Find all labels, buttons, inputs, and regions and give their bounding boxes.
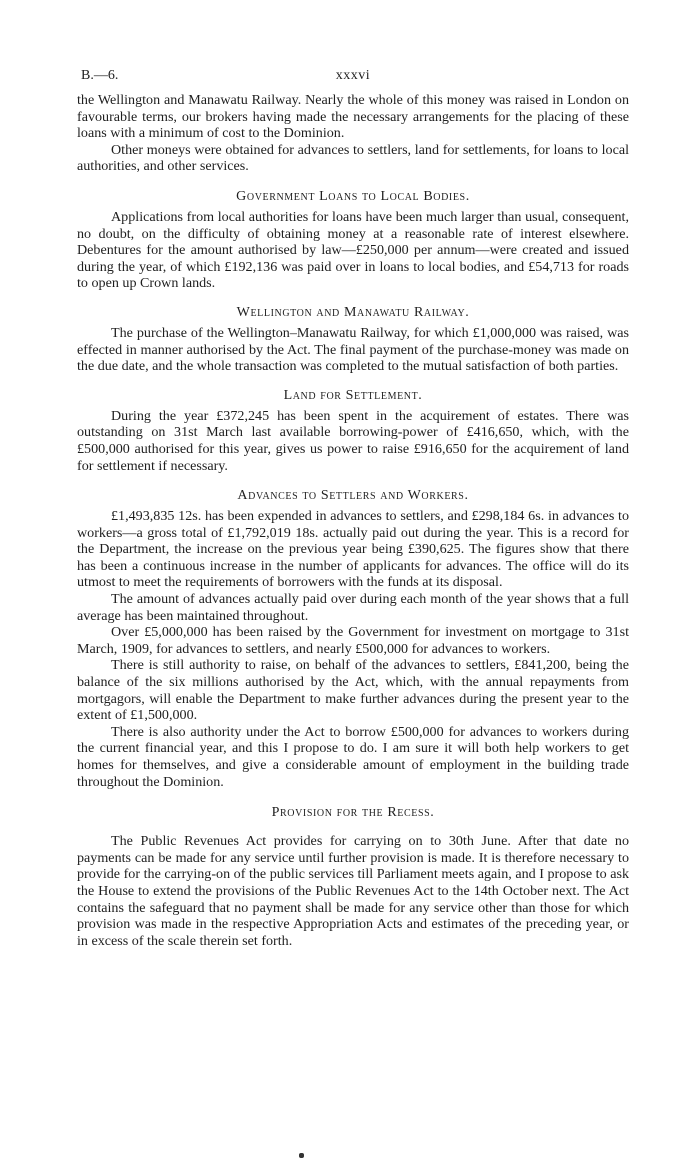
intro-paragraph: Other moneys were obtained for advances to settlers, land for settlements, for loans to local authorities, and other services. [77, 141, 629, 175]
document-page [77, 68, 629, 949]
section-paragraph: Applications from local authorities for loans have been much larger than usual, consequent, no doubt, on the difficulty of obtaining money at a reasonable rate of interest elsewhere. Debentures for the amount authorised by law—£250,000 per annum—were created and issued during the year, of which £192,136 was paid over in loans to local bodies, and £54,713 for roads to open up Crown lands. [77, 208, 629, 292]
page-number: xxxvi [335, 68, 371, 83]
document-reference: B.—6. [81, 68, 119, 83]
section-paragraph: There is still authority to raise, on behalf of the advances to settlers, £841,200, being the balance of the six millions authorised by the Act, which, with the annual repayments from mortgagors, will enable the Department to make further advances during the present year to the extent of £1,500,000. [77, 657, 629, 724]
section-paragraph: £1,493,835 12s. has been expended in advances to settlers, and £298,184 6s. in advances to workers—a gross total of £1,792,019 18s. actually paid out during the year. This is a record for the Department, the increase on the previous year being £390,625. The figures show that there has been a continuous increase in the number of applicants for advances. The office will do its utmost to meet the requirements of borrowers with the funds at its disposal. [77, 508, 629, 591]
section-heading-wellington-railway: Wellington and Manawatu Railway. [236, 304, 470, 320]
section-heading-loans-local-bodies: Government Loans to Local Bodies. [236, 188, 470, 204]
section-paragraph: During the year £372,245 has been spent in the acquirement of estates. There was outstanding on 31st March last available borrowing-power of £416,650, which, with the £500,000 authorised for this year, gives us power to raise £916,650 for the acquirement of land for settlement if necessary. [77, 407, 629, 474]
intro-paragraph: the Wellington and Manawatu Railway. Nearly the whole of this money was raised in London on favourable terms, our brokers having made the necessary arrangements for the placing of these loans with a minimum of cost to the Dominion. [77, 92, 629, 142]
section-heading-land-settlement: Land for Settlement. [283, 387, 423, 403]
section-paragraph: The Public Revenues Act provides for carrying on to 30th June. After that date no payments can be made for any service until further provision is made. It is therefore necessary to provide for the carrying-on of the public services till Parliament meets again, and I propose to ask the House to extend the provisions of the Public Revenues Act to the 14th October next. The Act contains the safeguard that no payment shall be made for any service other than those for which provision was made in the respective Appropriation Acts and estimates of the preceding year, or in excess of the scale therein set forth. [77, 833, 629, 949]
section-paragraph: The purchase of the Wellington–Manawatu Railway, for which £1,000,000 was raised, was effected in manner authorised by the Act. The final payment of the purchase-money was made on the due date, and the whole transaction was completed to the mutual satisfaction of both parties. [77, 324, 629, 375]
section-paragraph: The amount of advances actually paid over during each month of the year shows that a full average has been maintained throughout. [77, 591, 629, 624]
section-heading-advances: Advances to Settlers and Workers. [237, 488, 469, 504]
page-header [77, 68, 629, 92]
section-paragraph: Over £5,000,000 has been raised by the Government for investment on mortgage to 31st March, 1909, for advances to settlers, and nearly £500,000 for advances to workers. [77, 624, 629, 657]
section-paragraph: There is also authority under the Act to borrow £500,000 for advances to workers during the current financial year, and this I propose to do. I am sure it will both help workers to get homes for themselves, and give a considerable amount of employment in the building trade throughout the Dominion. [77, 723, 629, 790]
section-heading-recess: Provision for the Recess. [271, 805, 435, 821]
ink-mark [299, 1153, 304, 1158]
